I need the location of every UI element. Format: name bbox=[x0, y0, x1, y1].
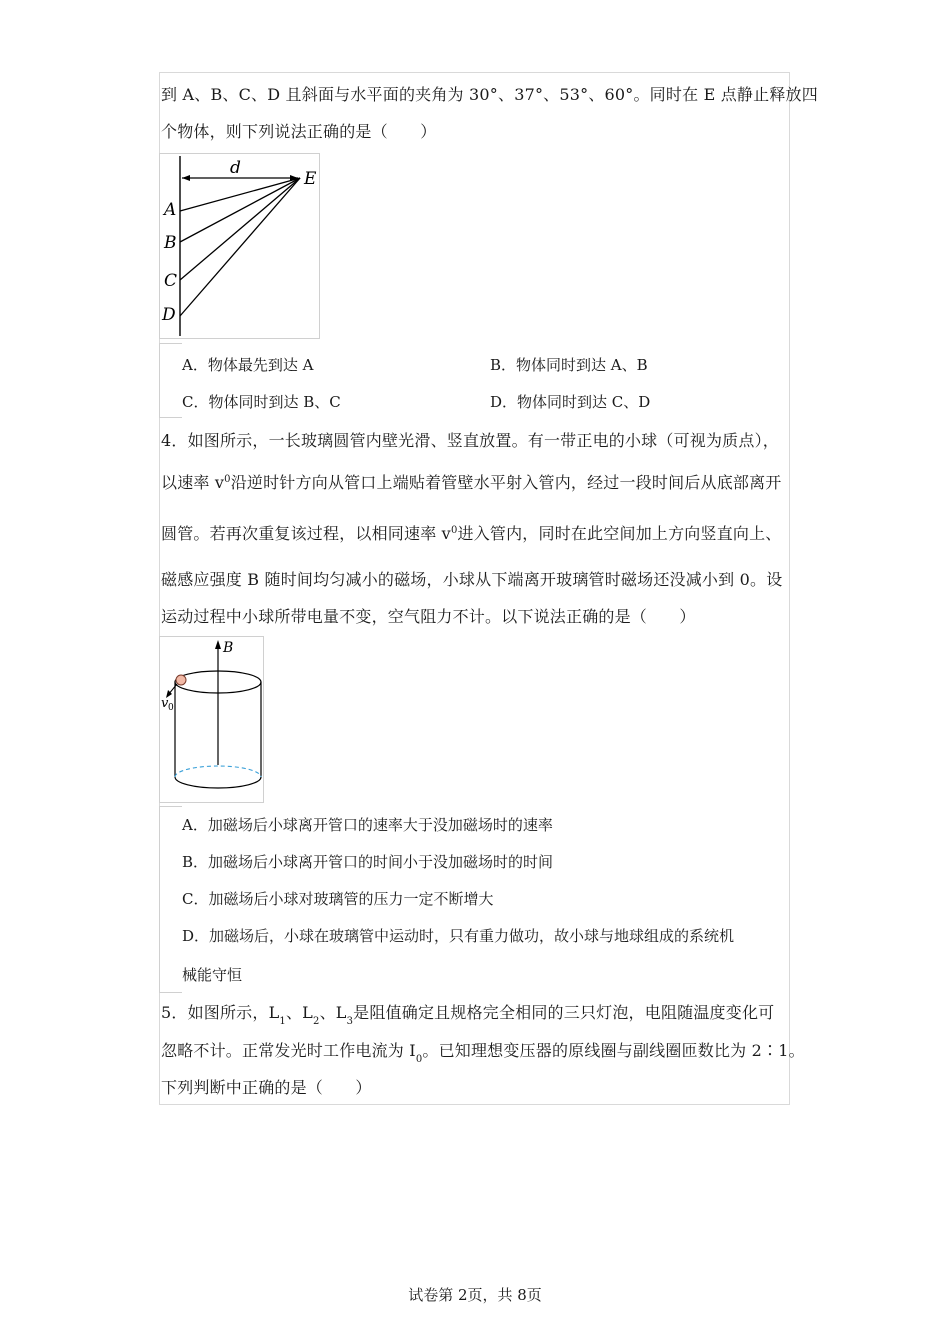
incline-d bbox=[180, 178, 300, 316]
arrow-up-icon bbox=[215, 640, 221, 649]
tube-bottom-front bbox=[175, 777, 261, 788]
v0-subscript: 0 bbox=[450, 525, 458, 536]
q3-options-bracket bbox=[159, 343, 182, 418]
v0-subscript: 0 bbox=[224, 474, 231, 485]
q4-line-4: 磁感应强度 B 随时间均匀减小的磁场，小球从下端离开玻璃管时磁场还没减小到 0。设 bbox=[161, 570, 783, 589]
q3-line-2: 个物体，则下列说法正确的是（ ） bbox=[161, 122, 437, 141]
q5-line-3: 下列判断中正确的是（ ） bbox=[161, 1078, 372, 1097]
q4-option-d-continued: 械能守恒 bbox=[182, 966, 243, 984]
label-v: v bbox=[161, 696, 169, 711]
q4-tube-figure bbox=[159, 636, 264, 803]
incline-diagram bbox=[160, 154, 319, 338]
q3-option-c[interactable]: C．物体同时到达 B、C bbox=[182, 393, 341, 411]
q4-option-b[interactable]: B．加磁场后小球离开管口的时间小于没加磁场时的时间 bbox=[182, 853, 554, 871]
q3-option-a[interactable]: A．物体最先到达 A bbox=[182, 356, 314, 374]
q4-line-2: 以速率 $v^0$沿逆时针方向从管口上端贴着管壁水平射入管内，经过一段时间后从底部离开 bbox=[161, 473, 782, 492]
q5-line-2: 忽略不计。正常发光时工作电流为 $I_0$。已知理想变压器的原线圈与副线圈匝数比为 2∶1。 bbox=[161, 1041, 805, 1065]
label-dd: D bbox=[162, 305, 176, 325]
q5-line-1: 5．如图所示，$L_1$、$L_2$、$L_3$是阻值确定且规格完全相同的三只灯泡，电阻随温度变化可 bbox=[161, 1003, 775, 1027]
label-b-field: B bbox=[223, 640, 234, 656]
incline-c bbox=[180, 178, 300, 280]
q3-option-b[interactable]: B．物体同时到达 A、B bbox=[490, 356, 648, 374]
label-b: B bbox=[164, 233, 177, 253]
arrow-left-icon bbox=[182, 175, 190, 181]
q4-line-3: 圆管。若再次重复该过程，以相同速率 $v^0$进入管内，同时在此空间加上方向竖直向上、 bbox=[161, 524, 782, 543]
q4-option-c[interactable]: C．加磁场后小球对玻璃管的压力一定不断增大 bbox=[182, 890, 494, 908]
q3-incline-figure bbox=[159, 153, 320, 339]
q4-line-1: 4．如图所示，一长玻璃圆管内壁光滑、竖直放置。有一带正电的小球（可视为质点）， bbox=[161, 431, 779, 450]
q4-line-5: 运动过程中小球所带电量不变，空气阻力不计。以下说法正确的是（ ） bbox=[161, 607, 696, 626]
label-v-sub: 0 bbox=[168, 703, 174, 713]
incline-b bbox=[180, 178, 300, 242]
label-c: C bbox=[164, 271, 178, 291]
label-a: A bbox=[164, 200, 177, 220]
tube-diagram bbox=[160, 637, 263, 802]
q3-option-d[interactable]: D．物体同时到达 C、D bbox=[490, 393, 651, 411]
incline-a bbox=[180, 178, 300, 211]
q3-line-1: 到 A、B、C、D 且斜面与水平面的夹角为 30°、37°、53°、60°。同时在 E 点静止释放四 bbox=[161, 85, 818, 104]
q4-option-a[interactable]: A．加磁场后小球离开管口的速率大于没加磁场时的速率 bbox=[182, 816, 553, 834]
page-footer: 试卷第 2页，共 8页 bbox=[408, 1286, 542, 1304]
ball-icon bbox=[176, 675, 186, 685]
q4-options-bracket bbox=[159, 806, 182, 993]
q4-option-d[interactable]: D．加磁场后，小球在玻璃管中运动时，只有重力做功，故小球与地球组成的系统机 bbox=[182, 927, 735, 945]
tube-bottom-back bbox=[175, 766, 261, 777]
label-e: E bbox=[304, 169, 317, 189]
label-d: d bbox=[230, 158, 241, 178]
